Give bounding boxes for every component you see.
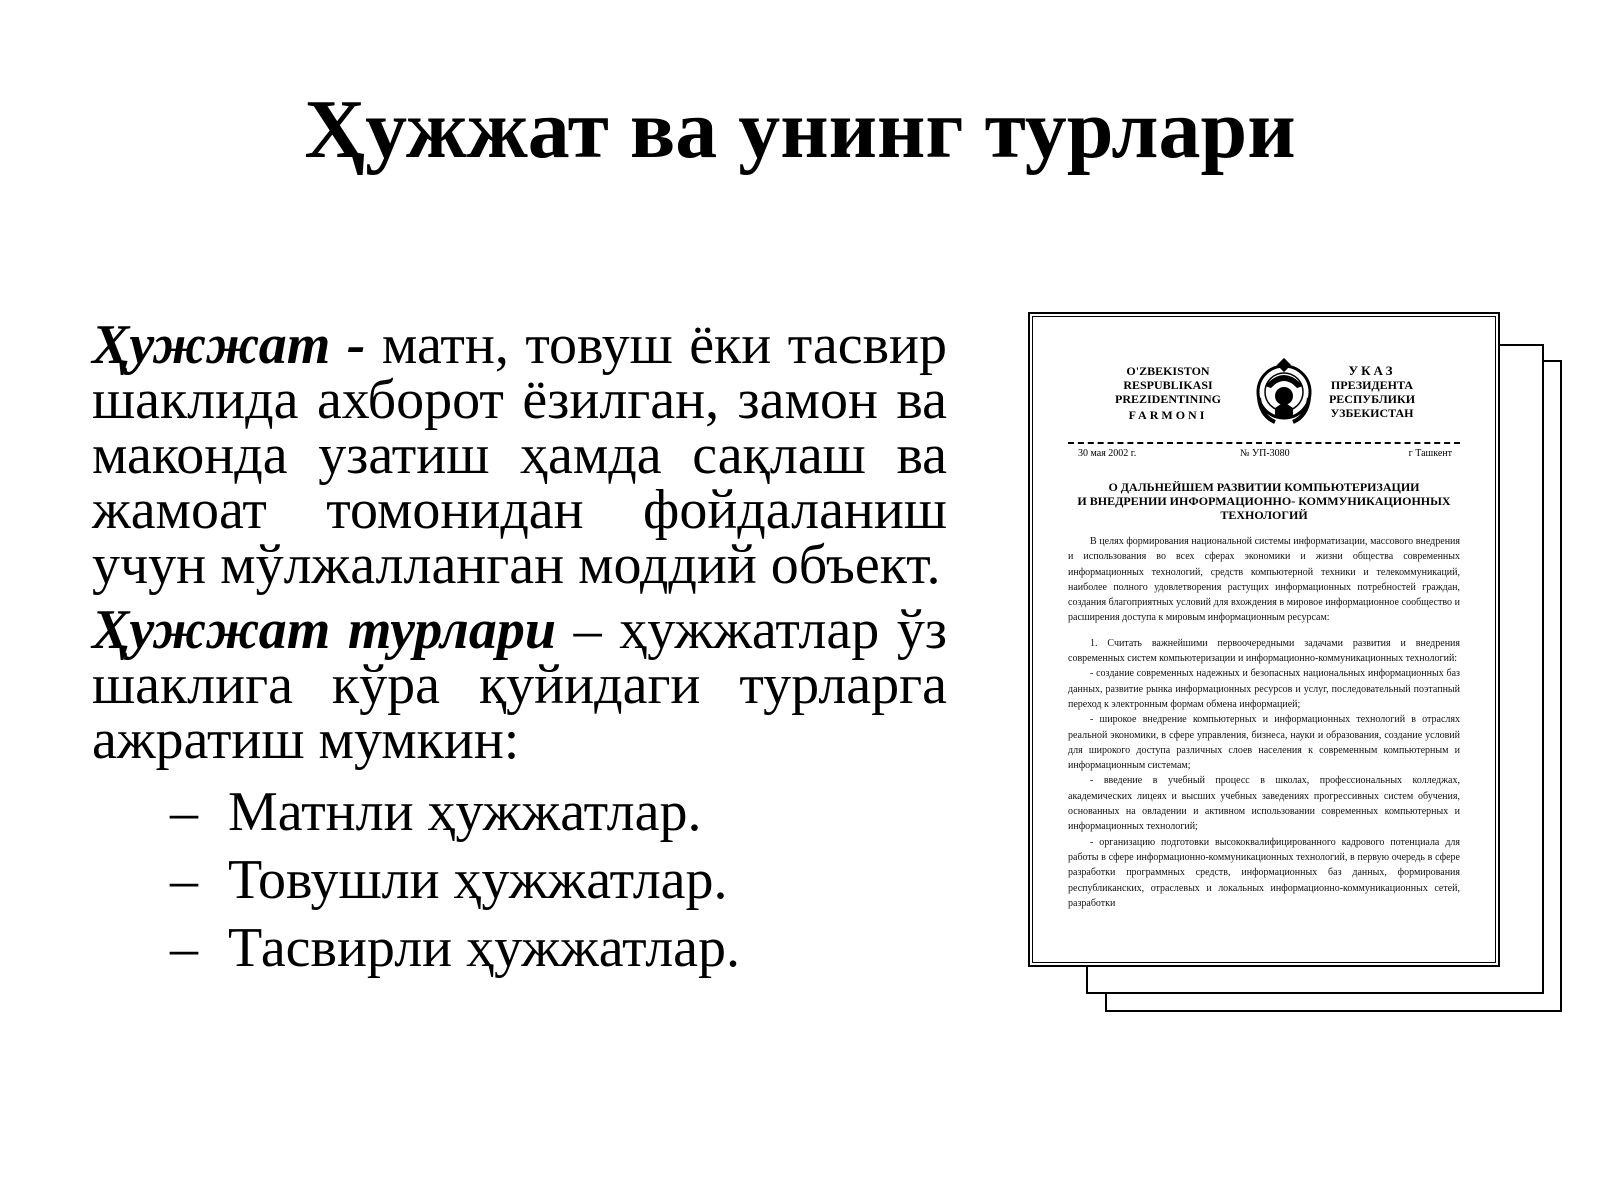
bullet-dash: – xyxy=(170,781,198,843)
bullet-dash: – xyxy=(170,917,198,979)
decree-number: № УП-3080 xyxy=(1240,448,1290,459)
slide-title: Ҳужжат ва унинг турлари xyxy=(304,83,1296,176)
decree-page xyxy=(1028,312,1500,967)
document-types-list xyxy=(92,778,947,982)
decree-title: О ДАЛЬНЕЙШЕМ РАЗВИТИИ КОМПЬЮТЕРИЗАЦИИ И ВНЕДРЕНИИ ИНФОРМАЦИОННО- КОММУНИКАЦИОННЫХ ТЕХНОЛОГИЙ xyxy=(1077,480,1451,522)
header-uzbek: O'ZBEKISTON RESPUBLIKASI PREZIDENTINING FARMONI xyxy=(1114,364,1222,422)
decree-paragraph: В целях формирования национальной системы информатизации, массового внедрения и использования во всех сферах экономики и жизни общества современных информационных технологий, средств компьютерной техники и телекоммуникаций, наиболее полного удовлетворения растущих информационных потребностей граждан, создания благоприятных условий для вхождения в мировое информационное сообщество и расширения доступа к мировым информационным ресурсам: xyxy=(1068,536,1460,624)
header-russian: УКАЗ ПРЕЗИДЕНТА РЕСПУБЛИКИ УЗБЕКИСТАН xyxy=(1328,363,1416,420)
list-item xyxy=(92,846,947,914)
state-emblem-icon xyxy=(1251,358,1317,430)
list-item-label: Матнли ҳужжатлар. xyxy=(228,781,702,843)
definition-text: матн, товуш ёки тасвир шаклида ахборот ёзилган, замон ва маконда узатиш ҳамда сақлаш ва жамоат томонидан фойдаланиш учун мўлжалланган моддий объект. xyxy=(92,314,947,596)
bullet-dash: – xyxy=(170,849,198,911)
body-text xyxy=(92,314,947,982)
types-text: – ҳужжатлар ўз шаклига кўра қуйидаги турларга ажратиш мумкин: xyxy=(92,599,947,771)
decree-paragraph: - широкое внедрение компьютерных и информационных технологий в отраслях реальной экономики, в сфере управления, бизнеса, науки и образования, создание условий для широкого доступа различных слоев населения к современным компьютерным и информационным системам; xyxy=(1068,714,1460,772)
decree-paragraph: 1. Считать важнейшими первоочередными задачами развития и внедрения современных систем компьютеризации и информационно-коммуникационных технологий: xyxy=(1068,637,1460,665)
definition-paragraph xyxy=(92,314,947,596)
term-hujjat: Ҳужжат xyxy=(92,314,331,376)
document-stack-illustration xyxy=(1028,312,1538,1012)
header-divider xyxy=(1068,442,1460,444)
list-item xyxy=(92,914,947,982)
term-dash: - xyxy=(330,314,382,376)
decree-paragraph: - создание современных надежных и безопасных национальных информационных баз данных, развитие рынка информационных ресурсов и услуг, последовательный поэтапный переход к электронным формам обмена информацией; xyxy=(1068,668,1460,710)
decree-meta xyxy=(1068,448,1460,466)
decree-header xyxy=(1068,364,1460,440)
decree-paragraph: - введение в учебный процесс в школах, профессиональных колледжах, академических лицеях и высших учебных заведениях прогрессивных систем обучения, основанных на овладении и активном использовании современных компьютерных и информационных технологий; xyxy=(1068,775,1460,833)
decree-city: г Ташкент xyxy=(1408,448,1452,459)
decree-paragraph: - организацию подготовки высококвалифицированного кадрового потенциала для работы в сфере информационно-коммуникационных технологий, в первую очередь в сфере разработки программных средств, информационных баз данных, формирования республиканских, отраслевых и локальных информационно-коммуникационных сетей, разработки xyxy=(1068,836,1460,909)
decree-date: 30 мая 2002 г. xyxy=(1078,448,1137,459)
types-paragraph xyxy=(92,599,947,771)
list-item xyxy=(92,778,947,846)
list-item-label: Тасвирли ҳужжатлар. xyxy=(228,917,741,979)
term-hujjat-turlari: Ҳужжат турлари xyxy=(92,599,556,661)
list-item-label: Товушли ҳужжатлар. xyxy=(228,849,728,911)
